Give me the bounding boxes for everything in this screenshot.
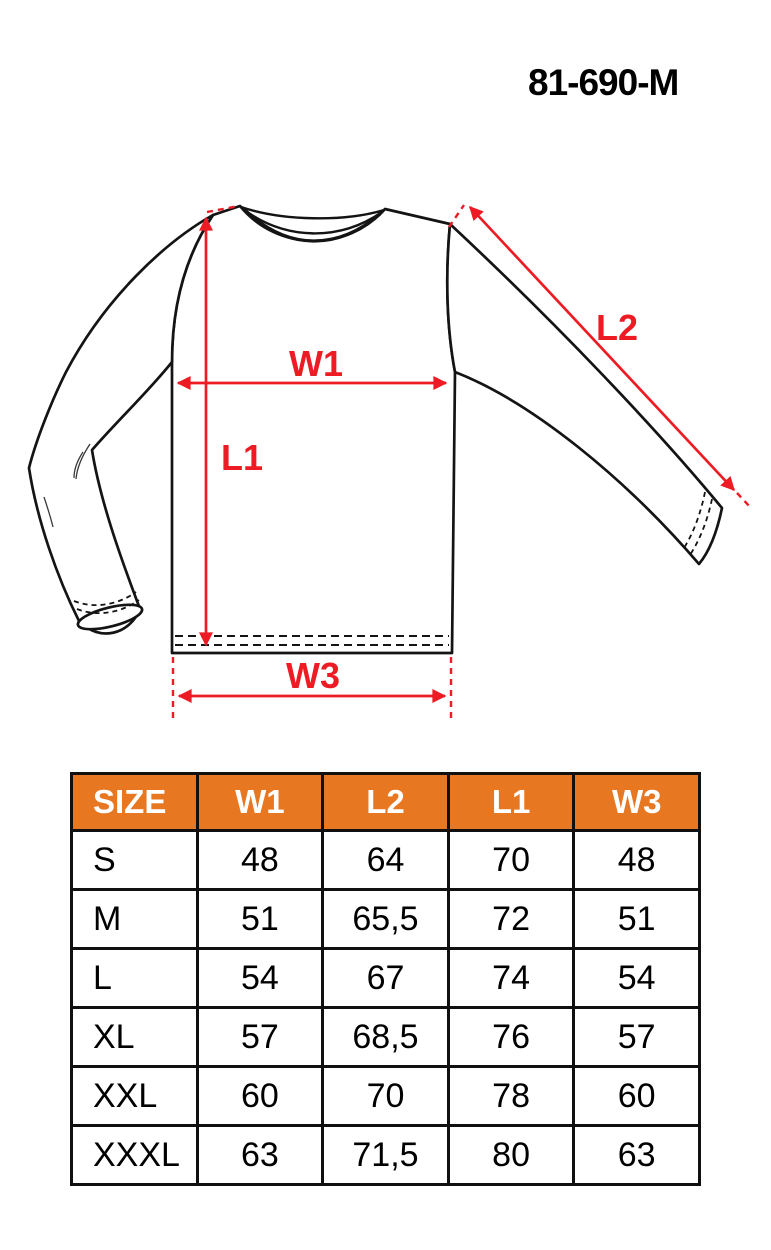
cell-l1: 72 [448, 890, 574, 949]
header-w1: W1 [197, 774, 323, 831]
cell-w3: 60 [574, 1067, 700, 1126]
dimension-extension-l2 [449, 205, 464, 227]
cell-l2: 67 [323, 949, 449, 1008]
cell-w3: 54 [574, 949, 700, 1008]
cell-w3: 57 [574, 1008, 700, 1067]
cell-w3: 48 [574, 831, 700, 890]
cell-l1: 76 [448, 1008, 574, 1067]
dimension-label-w1: W1 [289, 343, 343, 384]
cell-l2: 65,5 [323, 890, 449, 949]
cell-w3: 63 [574, 1126, 700, 1185]
size-row-xl [72, 1008, 700, 1067]
cell-size: XXL [72, 1067, 198, 1126]
cell-w1: 57 [197, 1008, 323, 1067]
size-table [70, 772, 701, 1186]
size-row-l [72, 949, 700, 1008]
size-row-xxl [72, 1067, 700, 1126]
cell-size: XL [72, 1008, 198, 1067]
shirt-outline [29, 206, 722, 653]
size-row-s [72, 831, 700, 890]
shirt-body [172, 206, 455, 653]
cell-w1: 51 [197, 890, 323, 949]
cell-w3: 51 [574, 890, 700, 949]
header-l2: L2 [323, 774, 449, 831]
cell-l2: 68,5 [323, 1008, 449, 1067]
size-row-xxxl [72, 1126, 700, 1185]
cell-w1: 54 [197, 949, 323, 1008]
size-table-header-row [72, 774, 700, 831]
cell-w1: 60 [197, 1067, 323, 1126]
shirt-right-sleeve [447, 224, 722, 564]
cell-l1: 70 [448, 831, 574, 890]
cell-w1: 48 [197, 831, 323, 890]
cell-l1: 80 [448, 1126, 574, 1185]
cell-l2: 70 [323, 1067, 449, 1126]
cell-l1: 78 [448, 1067, 574, 1126]
cell-l2: 64 [323, 831, 449, 890]
cell-size: S [72, 831, 198, 890]
header-l1: L1 [448, 774, 574, 831]
cell-size: M [72, 890, 198, 949]
dimension-label-l2: L2 [596, 307, 639, 348]
dimension-extension-l2 [737, 493, 752, 509]
cell-l2: 71,5 [323, 1126, 449, 1185]
header-size: SIZE [72, 774, 198, 831]
size-row-m [72, 890, 700, 949]
header-w3: W3 [574, 774, 700, 831]
cell-size: L [72, 949, 198, 1008]
dimension-label-l1: L1 [221, 437, 264, 478]
dimension-label-w3: W3 [286, 655, 340, 696]
cell-size: XXXL [72, 1126, 198, 1185]
product-code: 81-690-M [528, 62, 679, 103]
collar-back-curve [241, 207, 384, 218]
cell-w1: 63 [197, 1126, 323, 1185]
cell-l1: 74 [448, 949, 574, 1008]
